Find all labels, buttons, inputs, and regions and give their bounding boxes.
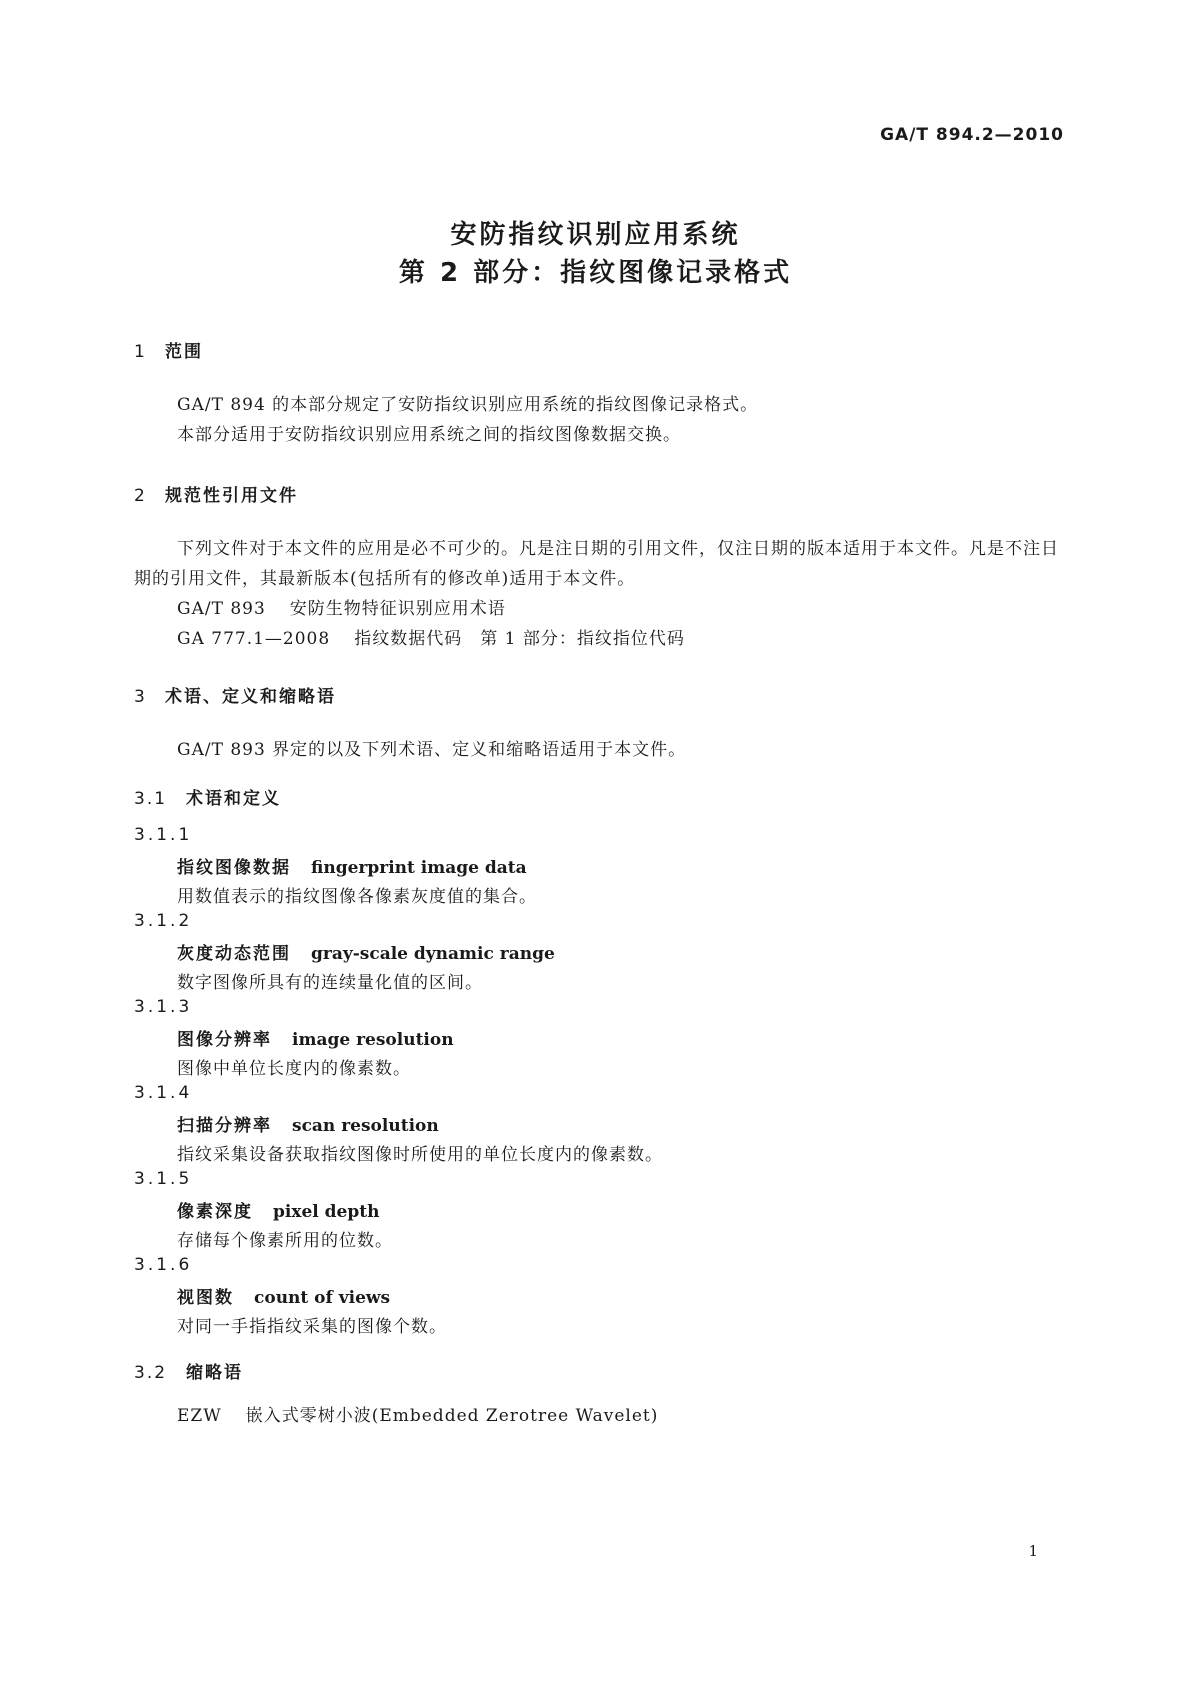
normative-reference bbox=[134, 594, 1059, 624]
section-title: 规范性引用文件 bbox=[165, 486, 298, 506]
title-line-1: 安防指纹识别应用系统 bbox=[450, 220, 741, 250]
term-name-zh: 指纹图像数据 bbox=[177, 858, 291, 878]
term-number: 3.1.6 bbox=[134, 1255, 193, 1275]
term-definition: 存储每个像素所用的位数。 bbox=[177, 1231, 393, 1251]
reference-code: GA/T 893 bbox=[177, 599, 266, 619]
terms-intro: GA/T 893 界定的以及下列术语、定义和缩略语适用于本文件。 bbox=[177, 740, 687, 760]
section-2-heading bbox=[134, 481, 298, 506]
term-number: 3.1.2 bbox=[134, 911, 193, 931]
abbreviation: EZW bbox=[177, 1406, 222, 1426]
scope-paragraph-2: 本部分适用于安防指纹识别应用系统之间的指纹图像数据交换。 bbox=[177, 425, 681, 445]
page-number: 1 bbox=[1028, 1542, 1038, 1560]
section-number: 3.1 bbox=[134, 789, 168, 809]
section-number: 2 bbox=[134, 486, 147, 506]
section-number: 3.2 bbox=[134, 1363, 168, 1383]
term-name-en: gray-scale dynamic range bbox=[311, 944, 555, 964]
section-title: 术语、定义和缩略语 bbox=[165, 687, 336, 707]
section-number: 1 bbox=[134, 342, 147, 362]
section-3-2-heading bbox=[134, 1358, 243, 1383]
term-number: 3.1.5 bbox=[134, 1169, 193, 1189]
term-name bbox=[177, 1283, 390, 1308]
term-number: 3.1.1 bbox=[134, 825, 193, 845]
term-name-zh: 图像分辨率 bbox=[177, 1030, 272, 1050]
term-name bbox=[177, 1111, 439, 1136]
term-name bbox=[177, 1025, 454, 1050]
section-title: 范围 bbox=[165, 342, 203, 362]
term-name bbox=[177, 939, 555, 964]
term-definition: 用数值表示的指纹图像各像素灰度值的集合。 bbox=[177, 887, 537, 907]
term-number: 3.1.3 bbox=[134, 997, 193, 1017]
section-title: 缩略语 bbox=[186, 1363, 243, 1383]
abbreviation-entry bbox=[134, 1401, 1059, 1431]
document-title bbox=[0, 216, 1191, 292]
term-name-en: count of views bbox=[254, 1288, 391, 1308]
term-name-zh: 像素深度 bbox=[177, 1202, 253, 1222]
reference-title: 安防生物特征识别应用术语 bbox=[289, 599, 506, 619]
term-number: 3.1.4 bbox=[134, 1083, 193, 1103]
reference-title: 指纹数据代码 第 1 部分：指纹指位代码 bbox=[354, 629, 685, 649]
title-line-2: 第 2 部分：指纹图像记录格式 bbox=[398, 258, 793, 288]
term-name-en: pixel depth bbox=[273, 1202, 380, 1222]
term-definition: 指纹采集设备获取指纹图像时所使用的单位长度内的像素数。 bbox=[177, 1145, 663, 1165]
standard-code: GA/T 894.2—2010 bbox=[880, 125, 1064, 145]
term-name-zh: 扫描分辨率 bbox=[177, 1116, 272, 1136]
term-name-en: fingerprint image data bbox=[311, 858, 527, 878]
term-definition: 图像中单位长度内的像素数。 bbox=[177, 1059, 411, 1079]
term-name-en: image resolution bbox=[292, 1030, 454, 1050]
reference-code: GA 777.1—2008 bbox=[177, 629, 331, 649]
term-name-zh: 视图数 bbox=[177, 1288, 234, 1308]
term-name-en: scan resolution bbox=[292, 1116, 439, 1136]
term-name bbox=[177, 1197, 379, 1222]
term-definition: 对同一手指指纹采集的图像个数。 bbox=[177, 1317, 447, 1337]
term-name bbox=[177, 853, 527, 878]
abbreviation-meaning: 嵌入式零树小波(Embedded Zerotree Wavelet) bbox=[245, 1406, 659, 1426]
section-3-heading bbox=[134, 682, 336, 707]
section-3-1-heading bbox=[134, 784, 281, 809]
term-definition: 数字图像所具有的连续量化值的区间。 bbox=[177, 973, 483, 993]
section-title: 术语和定义 bbox=[186, 789, 281, 809]
normative-intro: 下列文件对于本文件的应用是必不可少的。凡是注日期的引用文件，仅注日期的版本适用于本文件。凡是不注日期的引用文件，其最新版本(包括所有的修改单)适用于本文件。 bbox=[134, 539, 1059, 589]
section-1-heading bbox=[134, 337, 203, 362]
section-number: 3 bbox=[134, 687, 147, 707]
normative-reference bbox=[134, 624, 1059, 654]
term-name-zh: 灰度动态范围 bbox=[177, 944, 291, 964]
scope-paragraph-1: GA/T 894 的本部分规定了安防指纹识别应用系统的指纹图像记录格式。 bbox=[177, 395, 759, 415]
